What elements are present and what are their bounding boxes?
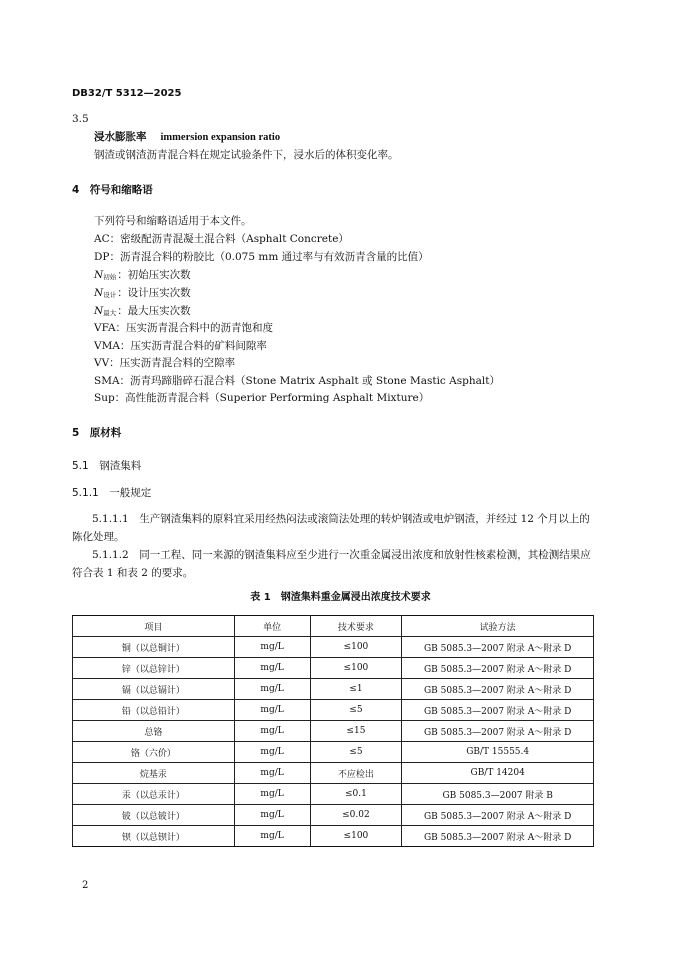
symbol-letter: N <box>94 305 104 317</box>
table-cell: 汞（以总汞计） <box>73 784 235 805</box>
table-cell: ≤5 <box>310 742 402 763</box>
symbol-item: VV：压实沥青混合料的空隙率 <box>94 357 236 369</box>
table-cell: ≤100 <box>310 658 402 679</box>
table-cell: GB 5085.3—2007 附录 A～附录 D <box>402 679 594 700</box>
symbol-meaning: ：设计压实次数 <box>117 287 191 299</box>
symbol-letter: N <box>94 287 104 299</box>
table-header-cell: 试验方法 <box>402 616 594 637</box>
table-row <box>73 721 594 742</box>
table-cell: GB 5085.3—2007 附录 A～附录 D <box>402 805 594 826</box>
table-cell: mg/L <box>234 763 310 784</box>
table-cell: ≤100 <box>310 826 402 847</box>
document-id-header: DB32/T 5312—2025 <box>72 88 182 99</box>
table-header-cell: 技术要求 <box>310 616 402 637</box>
symbol-item: VMA：压实沥青混合料的矿料间隙率 <box>94 340 267 352</box>
symbol-item <box>94 304 191 320</box>
symbol-item <box>94 268 191 284</box>
section-heading: 4 符号和缩略语 <box>72 184 153 196</box>
term-chinese: 浸水膨胀率 <box>94 131 147 143</box>
table-row <box>73 679 594 700</box>
table-cell: ≤0.1 <box>310 784 402 805</box>
symbol-meaning: ：最大压实次数 <box>117 305 191 317</box>
table-header-cell: 单位 <box>234 616 310 637</box>
table-cell: mg/L <box>234 805 310 826</box>
table-header-cell: 项目 <box>73 616 235 637</box>
table-row <box>73 826 594 847</box>
symbol-item: AC：密级配沥青混凝土混合料（Asphalt Concrete） <box>94 233 349 245</box>
symbol-meaning: ：初始压实次数 <box>117 269 191 281</box>
table-cell: mg/L <box>234 721 310 742</box>
clause-paragraph: 5.1.1.2 同一工程、同一来源的钢渣集料应至少进行一次重金属浸出浓度和放射性核素检测，其检测结果应符合表 1 和表 2 的要求。 <box>72 549 591 579</box>
table-row <box>73 784 594 805</box>
term-entry <box>94 130 280 145</box>
table-row <box>73 763 594 784</box>
table-row <box>73 742 594 763</box>
table-row <box>73 637 594 658</box>
table-cell: 不应检出 <box>310 763 402 784</box>
clause-number: 3.5 <box>72 113 89 125</box>
symbol-item: DP：沥青混合料的粉胶比（0.075 mm 通过率与有效沥青含量的比值） <box>94 251 429 263</box>
table-cell: GB 5085.3—2007 附录 A～附录 D <box>402 826 594 847</box>
data-table <box>72 615 594 847</box>
symbol-subscript: 设计 <box>103 291 117 299</box>
table-cell: mg/L <box>234 742 310 763</box>
table-cell: ≤0.02 <box>310 805 402 826</box>
table-header-row <box>73 616 594 637</box>
table-cell: ≤5 <box>310 700 402 721</box>
symbol-item <box>94 286 191 302</box>
table-cell: 铍（以总铍计） <box>73 805 235 826</box>
symbol-subscript: 初始 <box>103 273 117 281</box>
table-cell: mg/L <box>234 826 310 847</box>
table-cell: mg/L <box>234 637 310 658</box>
symbol-item: Sup：高性能沥青混合料（Superior Performing Asphalt Mixture） <box>94 392 430 404</box>
symbol-item: SMA：沥青玛蹄脂碎石混合料（Stone Matrix Asphalt 或 Stone Mastic Asphalt） <box>94 375 500 387</box>
subsection-heading: 5.1 钢渣集料 <box>72 460 142 472</box>
subsection-heading: 5.1.1 一般规定 <box>72 487 152 499</box>
table-cell: GB 5085.3—2007 附录 A～附录 D <box>402 700 594 721</box>
table-cell: GB 5085.3—2007 附录 A～附录 D <box>402 658 594 679</box>
table-cell: ≤100 <box>310 637 402 658</box>
table-cell: mg/L <box>234 658 310 679</box>
table-cell: 总铬 <box>73 721 235 742</box>
table-cell: GB 5085.3—2007 附录 B <box>402 784 594 805</box>
table-cell: 铬（六价） <box>73 742 235 763</box>
term-definition: 钢渣或钢渣沥青混合料在规定试验条件下，浸水后的体积变化率。 <box>94 149 399 161</box>
clause-paragraph: 5.1.1.1 生产钢渣集料的原料宜采用经热闷法或滚筒法处理的转炉钢渣或电炉钢渣，并经过 12 个月以上的陈化处理。 <box>72 513 590 543</box>
table-cell: ≤15 <box>310 721 402 742</box>
table-cell: GB 5085.3—2007 附录 A～附录 D <box>402 637 594 658</box>
table-cell: 锌（以总锌计） <box>73 658 235 679</box>
term-english: immersion expansion ratio <box>160 132 281 143</box>
table-cell: GB/T 15555.4 <box>402 742 594 763</box>
table-row <box>73 700 594 721</box>
table-row <box>73 658 594 679</box>
symbol-item: VFA：压实沥青混合料中的沥青饱和度 <box>94 322 274 334</box>
table-cell: 镉（以总镉计） <box>73 679 235 700</box>
table-cell: 烷基汞 <box>73 763 235 784</box>
table-title: 表 1 钢渣集料重金属浸出浓度技术要求 <box>250 592 431 603</box>
symbol-subscript: 最大 <box>103 309 117 317</box>
section-intro: 下列符号和缩略语适用于本文件。 <box>94 215 252 227</box>
symbol-letter: N <box>94 269 104 281</box>
section-heading: 5 原材料 <box>72 427 122 439</box>
table-cell: mg/L <box>234 679 310 700</box>
table-cell: ≤1 <box>310 679 402 700</box>
table-cell: GB/T 14204 <box>402 763 594 784</box>
table-cell: 钡（以总钡计） <box>73 826 235 847</box>
table-cell: 铜（以总铜计） <box>73 637 235 658</box>
page-number: 2 <box>82 880 89 891</box>
table-cell: mg/L <box>234 700 310 721</box>
table-cell: GB 5085.3—2007 附录 A～附录 D <box>402 721 594 742</box>
table-cell: 铅（以总铅计） <box>73 700 235 721</box>
table-cell: mg/L <box>234 784 310 805</box>
table-row <box>73 805 594 826</box>
